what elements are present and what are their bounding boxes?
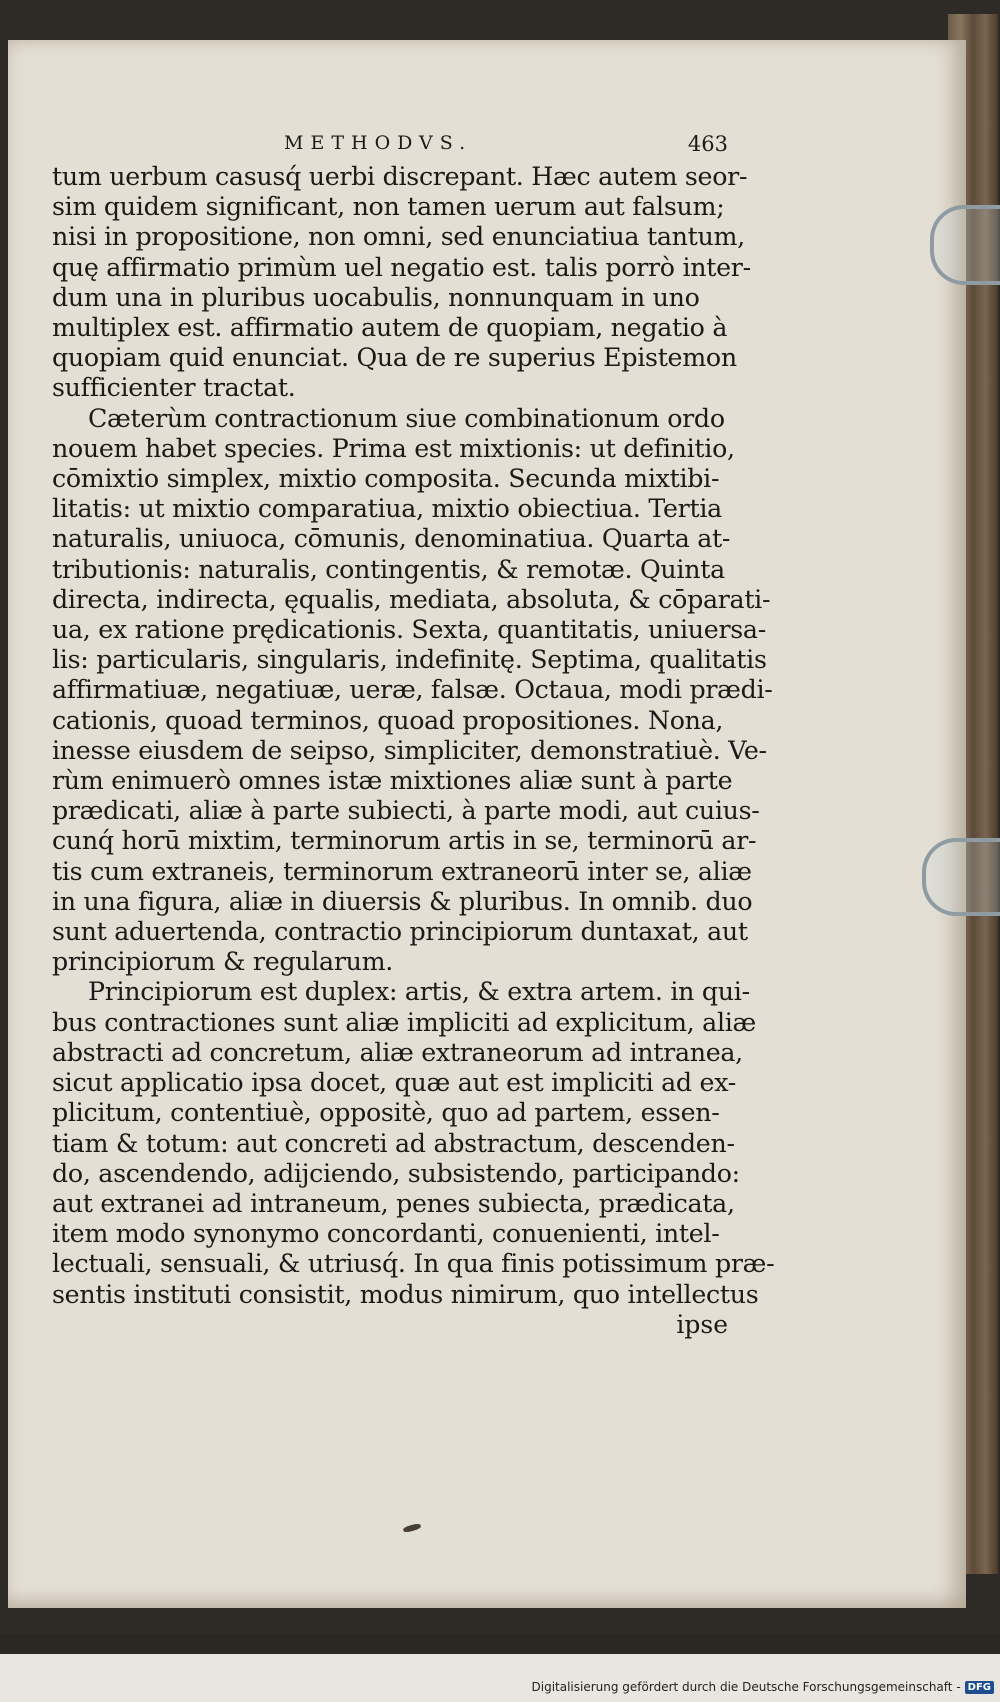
paragraph-1	[52, 162, 751, 404]
text-line: sunt aduertenda, contractio principiorum duntaxat, aut	[52, 917, 748, 947]
text-line: nisi in propositione, non omni, sed enunciatiua tantum,	[52, 222, 745, 252]
text-line: directa, indirecta, ęqualis, mediata, absoluta, & cōparati-	[52, 584, 771, 614]
text-line: principiorum & regularum.	[52, 947, 394, 977]
text-line: affirmatiuæ, negatiuæ, ueræ, falsæ. Octaua, modi prædi-	[52, 675, 773, 705]
text-line: cationis, quoad terminos, quoad propositiones. Nona,	[52, 705, 724, 735]
paper-clip-bottom	[922, 838, 1000, 916]
text-line: multiplex est. affirmatio autem de quopiam, negatio à	[52, 313, 728, 343]
credit-text: Digitalisierung gefördert durch die Deutsche Forschungsgemeinschaft -	[531, 1680, 961, 1694]
footer-strip	[0, 1634, 1000, 1702]
text-line: sicut applicatio ipsa docet, quæ aut est impliciti ad ex-	[52, 1068, 736, 1098]
catchword: ipse	[676, 1309, 728, 1339]
text-line: do, ascendendo, adijciendo, subsistendo, participando:	[52, 1158, 740, 1188]
text-line: sentis instituti consistit, modus nimirum, quo intellectus	[52, 1279, 759, 1309]
text-line: tis cum extraneis, terminorum extraneorū inter se, aliæ	[52, 856, 752, 886]
paragraph-3	[52, 977, 775, 1309]
text-line: nouem habet species. Prima est mixtionis: ut definitio,	[52, 433, 735, 463]
text-line: quopiam quid enunciat. Qua de re superius Epistemon	[52, 343, 737, 373]
text-line: tributionis: naturalis, contingentis, & remotæ. Quinta	[52, 554, 725, 584]
text-line: Principiorum est duplex: artis, & extra artem. in qui-	[88, 977, 750, 1007]
book-page	[8, 40, 966, 1608]
text-line: cōmixtio simplex, mixtio composita. Secunda mixtibi-	[52, 464, 720, 494]
page-header	[52, 132, 732, 162]
text-line: sufficienter tractat.	[52, 373, 296, 403]
text-line: item modo synonymo concordanti, conuenienti, intel-	[52, 1219, 720, 1249]
text-line: dum una in pluribus uocabulis, nonnunquam in uno	[52, 282, 700, 312]
text-line: lectuali, sensuali, & utriusq́. In qua finis potissimum præ-	[52, 1249, 775, 1279]
text-line: plicitum, contentiuè, oppositè, quo ad partem, essen-	[52, 1098, 720, 1128]
text-line: tiam & totum: aut concreti ad abstractum, descenden-	[52, 1128, 735, 1158]
text-line: cunq́ horū mixtim, terminorum artis in se, terminorū ar-	[52, 826, 757, 856]
text-line: inesse eiusdem de seipso, simpliciter, demonstratiuè. Ve-	[52, 735, 767, 765]
text-line: ua, ex ratione prędicationis. Sexta, quantitatis, uniuersa-	[52, 615, 766, 645]
text-line: bus contractiones sunt aliæ impliciti ad explicitum, aliæ	[52, 1007, 756, 1037]
page-text-block	[52, 132, 775, 1340]
text-line: aut extranei ad intraneum, penes subiecta, prædicata,	[52, 1188, 735, 1218]
funding-credit	[532, 1680, 995, 1694]
text-line: prædicati, aliæ à parte subiecti, à parte modi, aut cuius-	[52, 796, 760, 826]
dfg-logo: DFG	[965, 1681, 994, 1694]
ink-mark	[403, 1523, 422, 1533]
paragraph-2	[52, 403, 773, 978]
text-line: rùm enimuerò omnes istæ mixtiones aliæ sunt à parte	[52, 766, 733, 796]
running-head: METHODVS.	[284, 132, 473, 154]
text-line: sim quidem significant, non tamen uerum aut falsum;	[52, 192, 725, 222]
text-line: litatis: ut mixtio comparatiua, mixtio obiectiua. Tertia	[52, 494, 722, 524]
text-line: tum uerbum casusq́ uerbi discrepant. Hæc autem seor-	[52, 162, 748, 191]
text-line: Cæterùm contractionum siue combinationum ordo	[88, 403, 725, 433]
text-line: quę affirmatio primùm uel negatio est. talis porrò inter-	[52, 252, 751, 282]
paper-clip-top	[930, 205, 1000, 285]
page-number: 463	[687, 132, 728, 156]
text-line: naturalis, uniuoca, cōmunis, denominatiua. Quarta at-	[52, 524, 731, 554]
text-line: in una figura, aliæ in diuersis & pluribus. In omnib. duo	[52, 886, 753, 916]
text-line: lis: particularis, singularis, indefinitę. Septima, qualitatis	[52, 645, 767, 675]
text-line: abstracti ad concretum, aliæ extraneorum ad intranea,	[52, 1037, 743, 1067]
